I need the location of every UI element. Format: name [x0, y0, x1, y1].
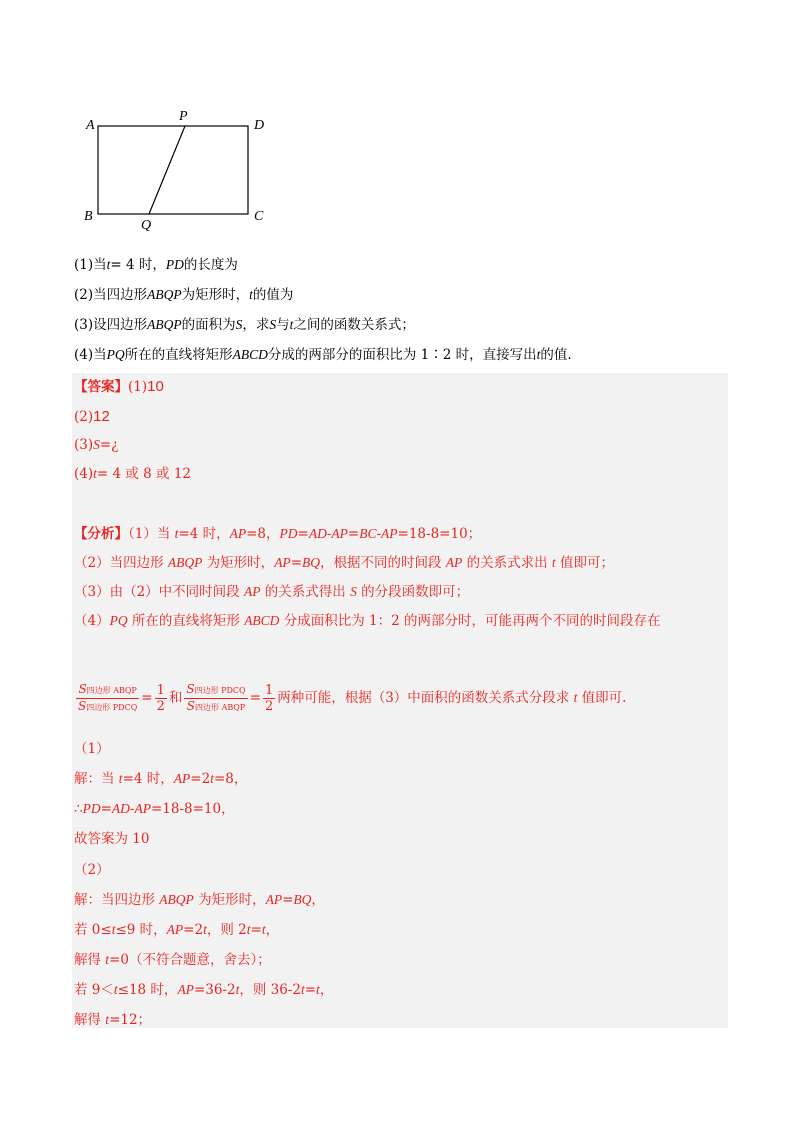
solution-text: =	[282, 892, 294, 908]
q3-var: S	[235, 317, 243, 332]
analysis-var: AD	[308, 526, 327, 541]
answer-var: t	[93, 466, 97, 481]
solution-line-2	[74, 770, 247, 788]
solution-var: AP	[177, 982, 194, 997]
analysis-tag: 【分析】	[74, 526, 128, 542]
solution-var: t	[246, 922, 251, 937]
solution-text: 解：当四边形	[74, 892, 160, 908]
answer-text: (4)	[74, 466, 94, 482]
solution-text: =	[100, 801, 112, 817]
solution-text: ≤9 时，	[115, 922, 167, 938]
solution-line-3	[74, 800, 235, 818]
q1-var-pd: PD	[165, 257, 184, 272]
solution-var: PD	[82, 801, 101, 816]
label-d: D	[254, 118, 265, 133]
analysis-var: PD	[279, 526, 298, 541]
solution-text: 为矩形时，	[193, 892, 266, 908]
solution-text: ，则 36-2	[239, 982, 301, 998]
fraction-subscript: 四边形 ABQP	[86, 686, 137, 695]
analysis-var: t	[573, 690, 578, 705]
solution-line-9	[74, 981, 333, 999]
solution-text: 若 0≤	[74, 922, 112, 938]
analysis-text: （1）当	[128, 526, 175, 542]
analysis-text: 的关系式求出	[462, 555, 552, 571]
rectangle-diagram	[78, 105, 278, 235]
answer-4-value: = 4 或 8 或 12	[96, 466, 192, 482]
solution-var: t	[105, 1012, 110, 1027]
analysis-var: PQ	[109, 613, 128, 628]
analysis-text: 值即可；	[555, 555, 614, 571]
q2-text: 为矩形时，	[181, 287, 250, 303]
answer-line-4	[74, 465, 191, 483]
fraction-numerator: 1	[264, 683, 274, 698]
q2-var: t	[249, 287, 253, 302]
fraction-s: S	[78, 682, 87, 696]
solution-var: AD	[111, 801, 130, 816]
fraction-half-2	[263, 683, 275, 714]
segment-pq	[149, 126, 185, 214]
solution-var: t	[105, 952, 110, 967]
q4-text: (4)当	[74, 347, 107, 363]
q2-text: (2)当四边形	[74, 287, 148, 303]
analysis-var: ABQP	[167, 555, 203, 570]
solution-var: AP	[265, 892, 283, 907]
solution-text: ≤18 时，	[117, 982, 178, 998]
solution-var: t	[235, 982, 240, 997]
fraction-s: S	[186, 699, 196, 713]
q4-text: 的值.	[540, 347, 572, 363]
answer-2-value: 12	[93, 408, 110, 425]
analysis-text: 和	[168, 690, 183, 706]
analysis-text: 值即可.	[577, 690, 627, 706]
fraction-denominator	[185, 699, 247, 715]
solution-var: t	[300, 982, 305, 997]
solution-text: =12；	[109, 1012, 152, 1028]
q3-text: 与	[276, 317, 290, 333]
solution-var: t	[111, 922, 116, 937]
equals-sign: =	[141, 690, 153, 706]
answer-line-1	[74, 378, 164, 396]
fraction-s: S	[78, 699, 87, 713]
analysis-var: AP	[381, 526, 398, 541]
analysis-line-3	[74, 583, 469, 601]
q4-var: t	[536, 347, 541, 362]
label-b: B	[84, 209, 93, 224]
solution-text: =36-2	[193, 982, 236, 998]
solution-text: 解得	[74, 952, 106, 968]
analysis-text: -	[326, 526, 332, 542]
analysis-var: AP	[243, 584, 261, 599]
q3-var: S	[269, 317, 277, 332]
answer-var: S	[93, 437, 100, 452]
solution-line-6	[74, 891, 325, 909]
label-p: P	[179, 109, 188, 124]
analysis-text: 所在的直线将矩形	[127, 613, 245, 629]
q4-var: PQ	[106, 347, 125, 362]
fraction-numerator: 1	[156, 683, 165, 698]
solution-var: AP	[173, 771, 191, 786]
q2-text: 的值为	[252, 287, 294, 303]
fraction-denominator	[76, 699, 139, 715]
answer-line-3	[74, 436, 118, 454]
solution-var: t	[203, 922, 207, 937]
fraction-subscript: 四边形 PDCQ	[86, 703, 138, 712]
q1-text: = 4 时，	[110, 257, 166, 273]
solution-text: =18-8=10，	[150, 801, 235, 817]
analysis-text: =	[347, 526, 360, 542]
q3-text: (3)设四边形	[74, 317, 148, 333]
solution-line-10	[74, 1011, 151, 1029]
solution-text: ∴	[74, 801, 83, 817]
analysis-text: 两种可能，根据（3）中面积的函数关系式分段求	[277, 690, 574, 706]
solution-text: 解得	[74, 1012, 106, 1028]
fraction-subscript: 四边形 PDCQ	[194, 686, 246, 695]
solution-text: 若 9＜	[74, 982, 114, 998]
answer-1-value: 10	[147, 378, 164, 395]
solution-text: =2	[190, 771, 211, 787]
analysis-var: BQ	[302, 555, 320, 570]
answer-tag: 【答案】	[74, 379, 128, 395]
rectangle-figure	[78, 105, 278, 235]
analysis-text: 的分段函数即可；	[356, 584, 470, 600]
solution-var: t	[113, 982, 118, 997]
analysis-text: 为矩形时，	[202, 555, 275, 571]
analysis-var: BC	[359, 526, 377, 541]
fraction-numerator	[184, 682, 247, 699]
solution-var: t	[261, 922, 266, 937]
solution-line-8	[74, 951, 271, 969]
analysis-var: AP	[331, 526, 348, 541]
solution-var: AP	[134, 801, 151, 816]
analysis-text: =18-8=10；	[397, 526, 482, 542]
fraction-numerator	[76, 682, 138, 699]
analysis-text: 分成面积比为 1：2 的两部分时，可能再两个不同的时间段存在	[279, 613, 661, 629]
analysis-text: （4）	[74, 613, 110, 629]
analysis-line-2	[74, 554, 614, 572]
analysis-var: t	[174, 526, 179, 541]
q3-text: ，求	[242, 317, 270, 333]
answer-text: (3)	[74, 437, 94, 453]
analysis-text: =8，	[246, 526, 280, 542]
analysis-line-5	[74, 678, 626, 718]
q3-text: 之间的函数关系式；	[293, 317, 415, 333]
q4-text: 所在的直线将矩形	[124, 347, 233, 363]
solution-var: ABQP	[159, 892, 194, 907]
solution-text: =0（不符合题意，舍去）；	[109, 952, 271, 968]
solution-text: 解：当	[74, 771, 119, 787]
solution-line-7	[74, 921, 279, 939]
solution-text: =	[304, 982, 317, 998]
q3-var: ABQP	[147, 317, 182, 332]
label-a: A	[86, 118, 95, 133]
q3-var: t	[289, 317, 294, 332]
solution-text: ，	[319, 982, 334, 998]
analysis-line-4	[74, 612, 661, 630]
analysis-var: AP	[229, 526, 247, 541]
analysis-var: ABCD	[244, 613, 280, 628]
solution-var: BQ	[293, 892, 312, 907]
fraction-denominator: 2	[156, 699, 165, 714]
question-1	[74, 256, 238, 274]
answer-3-value: =¿	[99, 437, 119, 453]
analysis-text: ，根据不同的时间段	[320, 555, 446, 571]
solution-text: =2	[183, 922, 204, 938]
fraction-subscript: 四边形 ABQP	[195, 703, 246, 712]
q1-text: (1)当	[74, 257, 107, 273]
answer-text: (1)	[128, 379, 148, 395]
solution-var: t	[118, 771, 123, 786]
analysis-line-1	[74, 525, 481, 543]
q4-var: ABCD	[232, 347, 268, 362]
equals-sign: =	[249, 690, 261, 706]
label-q: Q	[141, 218, 152, 233]
solution-text: ，	[265, 922, 280, 938]
solution-text: =	[250, 922, 262, 938]
analysis-text: -	[376, 526, 382, 542]
q4-text: 分成的两部分的面积比为 1∶2 时，直接写出	[267, 347, 537, 363]
answer-text: (2)	[74, 409, 94, 425]
solution-var: AP	[166, 922, 184, 937]
fraction-area-ratio-1	[76, 682, 139, 715]
q1-text: 的长度为	[183, 257, 238, 273]
analysis-text: =	[297, 526, 309, 542]
analysis-text: =	[290, 555, 302, 571]
solution-text: =8，	[213, 771, 248, 787]
analysis-text: （2）当四边形	[74, 555, 168, 571]
solution-line-4: 故答案为 10	[74, 831, 150, 847]
solution-text: =4 时，	[122, 771, 174, 787]
analysis-text: =4 时，	[178, 526, 230, 542]
q1-var-t: t	[106, 257, 111, 272]
analysis-var: S	[350, 584, 357, 599]
solution-var: t	[210, 771, 214, 786]
q2-var: ABQP	[147, 287, 182, 302]
fraction-s: S	[186, 682, 195, 696]
question-2	[74, 286, 293, 304]
analysis-text: 的关系式得出	[260, 584, 351, 600]
solution-text: ，	[311, 892, 325, 908]
solution-text: ，则 2	[206, 922, 247, 938]
question-3	[74, 316, 415, 334]
solution-line-1: （1）	[74, 741, 110, 757]
label-c: C	[254, 209, 264, 224]
solution-line-5: （2）	[74, 862, 110, 878]
solution-var: t	[316, 982, 320, 997]
analysis-var: AP	[274, 555, 291, 570]
fraction-half-1	[155, 683, 167, 714]
analysis-var: AP	[445, 555, 463, 570]
answer-line-2	[74, 408, 110, 426]
q3-text: 的面积为	[181, 317, 236, 333]
question-4	[74, 346, 572, 364]
fraction-denominator: 2	[264, 699, 274, 714]
analysis-var: t	[551, 555, 556, 570]
analysis-text: （3）由（2）中不同时间段	[74, 584, 244, 600]
solution-text: -	[129, 801, 135, 817]
rectangle-abcd	[98, 126, 248, 214]
fraction-area-ratio-2	[184, 682, 247, 715]
